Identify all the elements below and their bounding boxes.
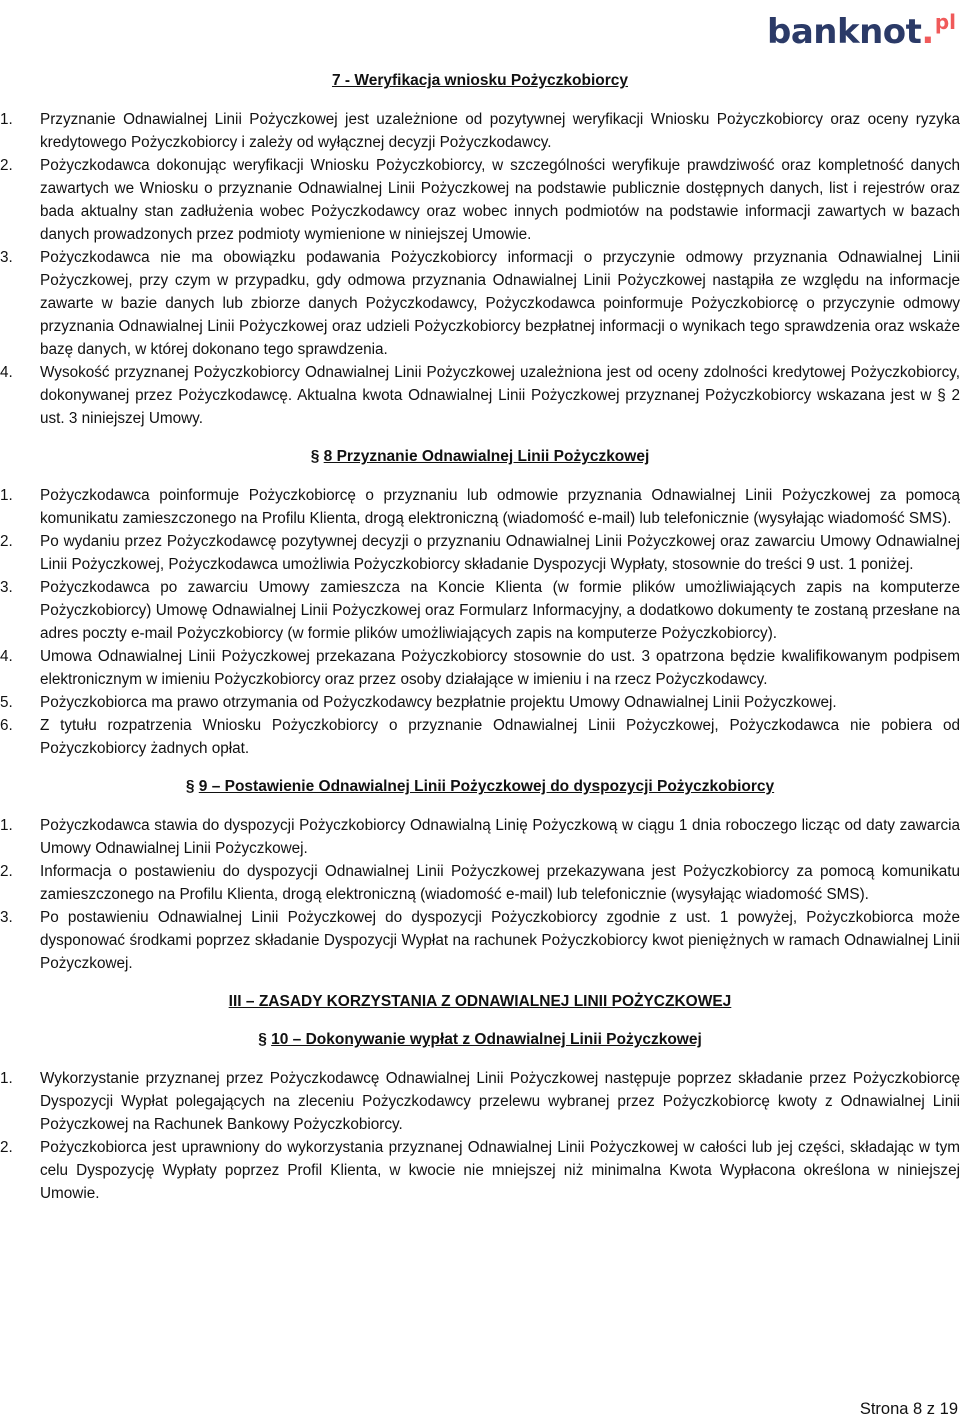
item-number: 2. [0, 533, 13, 550]
item-text: Pożyczkodawca nie ma obowiązku podawania Pożyczkobiorcy informacji o przyczynie odmowy przyznania Odnawialnej Linii Pożyczkowej, przy czym w przypadku, gdy odmowa przyznania Odnawialnej Linii Pożyczkowej nastąpiła ze względu na informacje zawarte w bazie danych lub zbiorze danych Pożyczkodawcy, Pożyczkodawca poinformuje Pożyczkobiorcę o przyczynie odmowy przyznania Odnawialnej Linii Pożyczkowej oraz udzieli Pożyczkobiorcy bezpłatnej informacji o wynikach tego sprawdzenia oraz wskaże bazę danych, w której dokonano tego sprawdzenia. [40, 249, 960, 358]
section-9-title: 9 – Postawienie Odnawialnej Linii Pożyczkowej do dyspozycji Pożyczkobiorcy [198, 778, 775, 795]
item-text: Pożyczkodawca stawia do dyspozycji Pożyczkobiorcy Odnawialną Linię Pożyczkową w ciągu 1 dnia roboczego licząc od daty zawarcia Umowy Odnawialnej Linii Pożyczkowej. [40, 817, 960, 857]
section-7-heading [0, 70, 960, 92]
item-number: 2. [0, 157, 13, 174]
item-number: 6. [0, 717, 13, 734]
section-8-heading [0, 446, 960, 468]
item-number: 1. [0, 487, 13, 504]
list-item [0, 484, 960, 530]
list-item [0, 246, 960, 361]
item-text: Umowa Odnawialnej Linii Pożyczkowej przekazana Pożyczkobiorcy stosownie do ust. 3 opatrzona będzie kwalifikowanym podpisem elektronicznym w imieniu Pożyczkobiorcy oraz przez osoby działające w imieniu i na rzecz Pożyczkodawcy. [40, 648, 960, 688]
item-text: Pożyczkodawca dokonując weryfikacji Wniosku Pożyczkobiorcy, w szczególności weryfikuje prawdziwość oraz kompletność danych zawartych we Wniosku o przyznanie Odnawialnej Linii Pożyczkowej na podstawie publicznie dostępnych danych, list i rejestrów oraz bada aktualny stan zadłużenia wobec Pożyczkodawcy oraz wobec innych podmiotów na podstawie informacji zawartych w bazach danych prowadzonych przez podmioty wymienione w niniejszej Umowie. [40, 157, 960, 243]
item-number: 1. [0, 817, 13, 834]
item-text: Wykorzystanie przyznanej przez Pożyczkodawcę Odnawialnej Linii Pożyczkowej następuje poprzez składanie przez Pożyczkobiorcę Dyspozycji Wypłat polegających na zleceniu Pożyczkodawcy przelewu wybranej przez Pożyczkobiorcę kwoty z Odnawialnej Linii Pożyczkowej na Rachunek Bankowy Pożyczkobiorcy. [40, 1070, 960, 1133]
list-item [0, 108, 960, 154]
item-text: Pożyczkodawca poinformuje Pożyczkobiorcę o przyznaniu lub odmowie przyznania Odnawialnej Linii Pożyczkowej za pomocą komunikatu zamieszczonego na Profilu Klienta, drogą elektroniczną (wiadomość e-mail) lub telefonicznie (wysyłając wiadomość SMS). [40, 487, 960, 527]
list-item [0, 530, 960, 576]
item-number: 5. [0, 694, 13, 711]
item-text: Po postawieniu Odnawialnej Linii Pożyczkowej do dyspozycji Pożyczkobiorcy zgodnie z ust. 1 powyżej, Pożyczkobiorca może dysponować środkami poprzez składanie Dyspozycji Wypłat na rachunek Pożyczkobiorcy kwot pieniężnych w ramach Odnawialnej Linii Pożyczkowej. [40, 909, 960, 972]
paragraph-symbol: § [310, 448, 320, 465]
item-number: 1. [0, 1070, 13, 1087]
list-item [0, 906, 960, 975]
section-10-heading [0, 1029, 960, 1051]
item-text: Wysokość przyznanej Pożyczkobiorcy Odnawialnej Linii Pożyczkowej uzależniona jest od oceny zdolności kredytowej Pożyczkobiorcy, dokonywanej przez Pożyczkodawcę. Aktualna kwota Odnawialnej Linii Pożyczkowej przyznanej Pożyczkobiorcy wskazana jest w § 2 ust. 3 niniejszej Umowy. [40, 364, 960, 427]
item-text: Pożyczkobiorca ma prawo otrzymania od Pożyczkodawcy bezpłatnie projektu Umowy Odnawialnej Linii Pożyczkowej. [40, 694, 837, 711]
item-number: 2. [0, 1139, 13, 1156]
logo-text: banknot [766, 12, 922, 52]
item-text: Po wydaniu przez Pożyczkodawcę pozytywnej decyzji o przyznaniu Odnawialnej Linii Pożyczkowej oraz zawarciu Umowy Odnawialnej Linii Pożyczkowej, Pożyczkodawca umożliwia Pożyczkobiorcy składanie Dyspozycji Wypłaty, stosownie do treści 9 ust. 1 poniżej. [40, 533, 960, 573]
list-item [0, 691, 960, 714]
item-text: Z tytułu rozpatrzenia Wniosku Pożyczkobiorcy o przyznanie Odnawialnej Linii Pożyczkowej, Pożyczkodawca nie pobiera od Pożyczkobiorcy żadnych opłat. [40, 717, 960, 757]
item-number: 3. [0, 249, 13, 266]
chapter-3-heading [0, 991, 960, 1013]
item-number: 1. [0, 111, 13, 128]
list-item [0, 361, 960, 430]
item-number: 4. [0, 648, 13, 665]
list-item [0, 860, 960, 906]
paragraph-symbol: § [185, 778, 195, 795]
item-text: Pożyczkodawca po zawarciu Umowy zamieszcza na Koncie Klienta (w formie plików umożliwiających zapis na komputerze Pożyczkobiorcy) Umowę Odnawialnej Linii Pożyczkowej oraz Formularz Informacyjny, a dodatkowo dokumenty te zostaną przesłane na adres poczty e-mail Pożyczkobiorcy (w formie plików umożliwiających zapis na komputerze Pożyczkobiorcy). [40, 579, 960, 642]
item-text: Informacja o postawieniu do dyspozycji Odnawialnej Linii Pożyczkowej przekazywana jest Pożyczkobiorcy za pomocą komunikatu zamieszczonego na Profilu Klienta, drogą elektroniczną (wiadomość e-mail) lub telefonicznie (wysyłając wiadomość SMS). [40, 863, 960, 903]
section-8-list [0, 484, 960, 760]
banknot-logo [767, 2, 956, 52]
page-number: Strona 8 z 19 [859, 1400, 958, 1418]
logo-tld: pl [934, 10, 956, 34]
list-item [0, 576, 960, 645]
section-10-title: 10 – Dokonywanie wypłat z Odnawialnej Linii Pożyczkowej [271, 1031, 702, 1048]
section-8-title: 8 Przyznanie Odnawialnej Linii Pożyczkowej [323, 448, 650, 465]
chapter-3-title: III – ZASADY KORZYSTANIA Z ODNAWIALNEJ LINII POŻYCZKOWEJ [228, 993, 732, 1010]
section-9-list [0, 814, 960, 975]
list-item [0, 645, 960, 691]
section-7-title: 7 - Weryfikacja wniosku Pożyczkobiorcy [331, 72, 629, 89]
item-number: 4. [0, 364, 13, 381]
list-item [0, 1067, 960, 1136]
item-number: 2. [0, 863, 13, 880]
logo-dot: . [921, 12, 934, 52]
item-number: 3. [0, 579, 13, 596]
item-text: Przyznanie Odnawialnej Linii Pożyczkowej jest uzależnione od pozytywnej weryfikacji Wniosku Pożyczkobiorcy oraz oceny ryzyka kredytowego Pożyczkobiorcy i zależy od wyłącznej decyzji Pożyczkodawcy. [40, 111, 960, 151]
section-9-heading [0, 776, 960, 798]
list-item [0, 814, 960, 860]
document-body [0, 64, 960, 1205]
list-item [0, 714, 960, 760]
item-number: 3. [0, 909, 13, 926]
paragraph-symbol: § [258, 1031, 267, 1048]
section-7-list [0, 108, 960, 430]
list-item [0, 154, 960, 246]
list-item [0, 1136, 960, 1205]
section-10-list [0, 1067, 960, 1205]
item-text: Pożyczkobiorca jest uprawniony do wykorzystania przyznanej Odnawialnej Linii Pożyczkowej w całości lub jej części, składając w tym celu Dyspozycję Wypłaty poprzez Profil Klienta, w kwocie nie mniejszej niż minimalna Kwota Wypłacona określona w niniejszej Umowie. [40, 1139, 960, 1202]
